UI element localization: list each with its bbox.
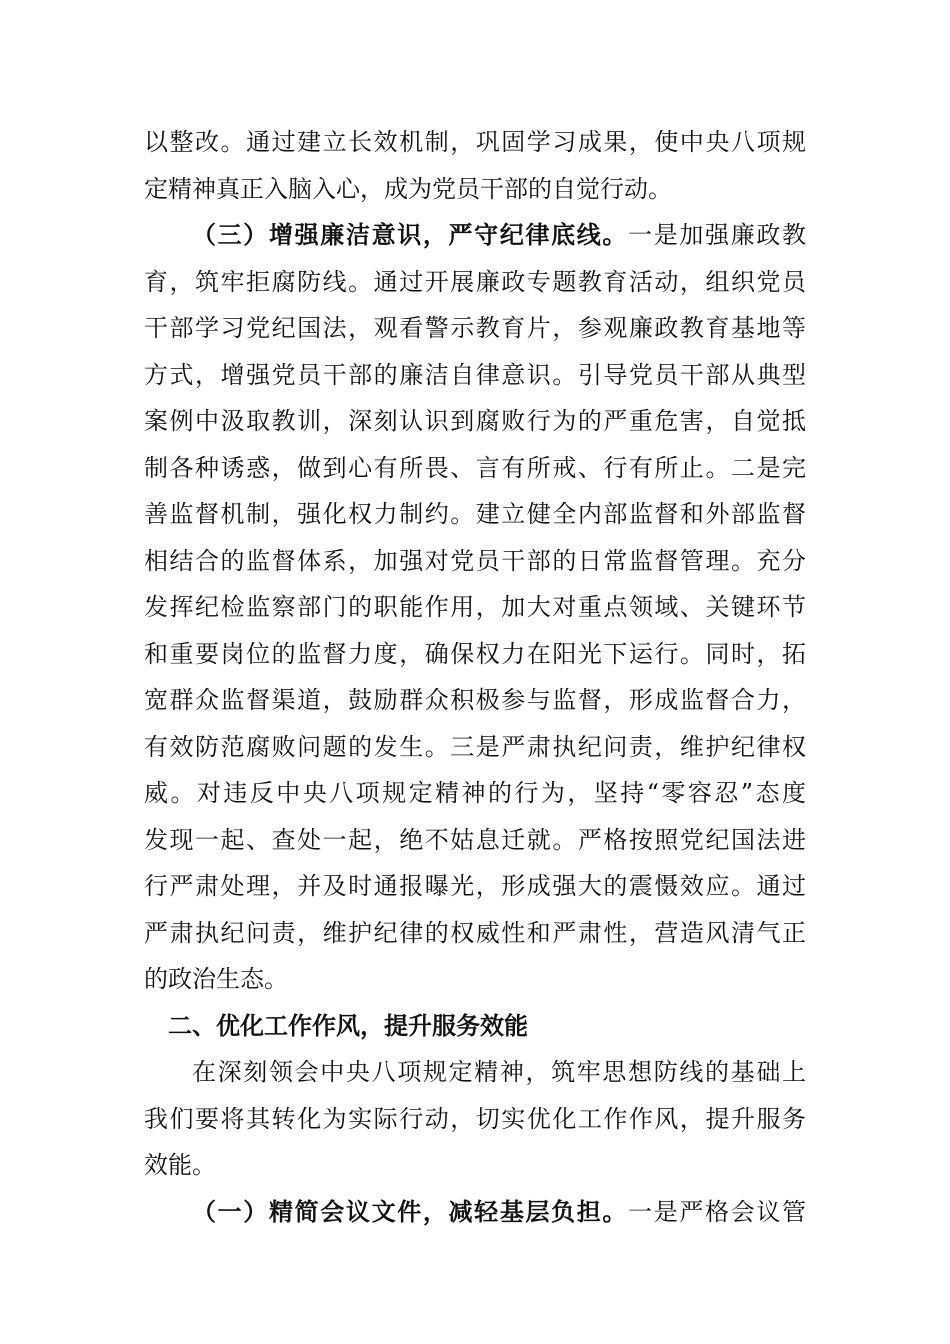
- text-line: 威。对违反中央八项规定精神的行为，坚持“零容忍”态度: [144, 779, 806, 807]
- text-line: 相结合的监督体系，加强对党员干部的日常监督管理。充分: [144, 546, 806, 575]
- text-line: 制各种诱惑，做到心有所畏、言有所戒、行有所止。二是完: [144, 453, 806, 482]
- text-line: 方式，增强党员干部的廉洁自律意识。引导党员干部从典型: [144, 360, 806, 389]
- paragraph-continuation: [144, 119, 806, 212]
- text-line: 案例中汲取教训，深刻认识到腐败行为的严重危害，自觉抵: [144, 407, 806, 435]
- text-line: 我们要将其转化为实际行动，切实优化工作作风，提升服务: [144, 1104, 806, 1133]
- section-3-first-line-rest: 一是加强廉政教: [628, 221, 806, 249]
- section-3-first-line: [144, 212, 806, 259]
- section-1-paragraph: [144, 1189, 806, 1236]
- text-line: 发挥纪检监察部门的职能作用，加大对重点领域、关键环节: [144, 593, 806, 621]
- section-2-intro-paragraph: [144, 1049, 806, 1189]
- section-1-first-line-rest: 一是严格会议管: [628, 1197, 806, 1226]
- section-1-first-line: [144, 1189, 806, 1236]
- text-line: 和重要岗位的监督力度，确保权力在阳光下运行。同时，拓: [144, 639, 806, 668]
- text-line: 以整改。通过建立长效机制，巩固学习成果，使中央八项规: [144, 128, 806, 156]
- text-line: 严肃执纪问责，维护纪律的权威性和严肃性，营造风清气正: [144, 918, 806, 947]
- text-line: 在深刻领会中央八项规定精神，筑牢思想防线的基础上: [192, 1058, 806, 1086]
- text-line: 干部学习党纪国法，观看警示教育片，参观廉政教育基地等: [144, 314, 806, 342]
- text-line: 育，筑牢拒腐防线。通过开展廉政专题教育活动，组织党员: [144, 267, 806, 296]
- text-line: 有效防范腐败问题的发生。三是严肃执纪问责，维护纪律权: [144, 732, 806, 761]
- text-line: 行严肃处理，并及时通报曝光，形成强大的震慑效应。通过: [144, 872, 806, 900]
- text-line: 善监督机制，强化权力制约。建立健全内部监督和外部监督: [144, 500, 806, 528]
- section-1-lead: （一）精简会议文件，减轻基层负担。: [192, 1196, 629, 1226]
- section-heading-2: 二、优化工作作风，提升服务效能: [168, 1011, 528, 1040]
- document-page: [144, 119, 806, 1235]
- text-line: 宽群众监督渠道，鼓励群众积极参与监督，形成监督合力，: [144, 686, 806, 714]
- section-3-paragraph: [144, 212, 806, 1003]
- section-3-lead: （三）增强廉洁意识，严守纪律底线。: [192, 220, 629, 249]
- text-line: 发现一起、查处一起，绝不姑息迁就。严格按照党纪国法进: [144, 825, 806, 854]
- text-line: 的政治生态。: [144, 965, 288, 993]
- text-line: 定精神真正入脑入心，成为党员干部的自觉行动。: [144, 174, 672, 203]
- text-line: 效能。: [144, 1151, 216, 1179]
